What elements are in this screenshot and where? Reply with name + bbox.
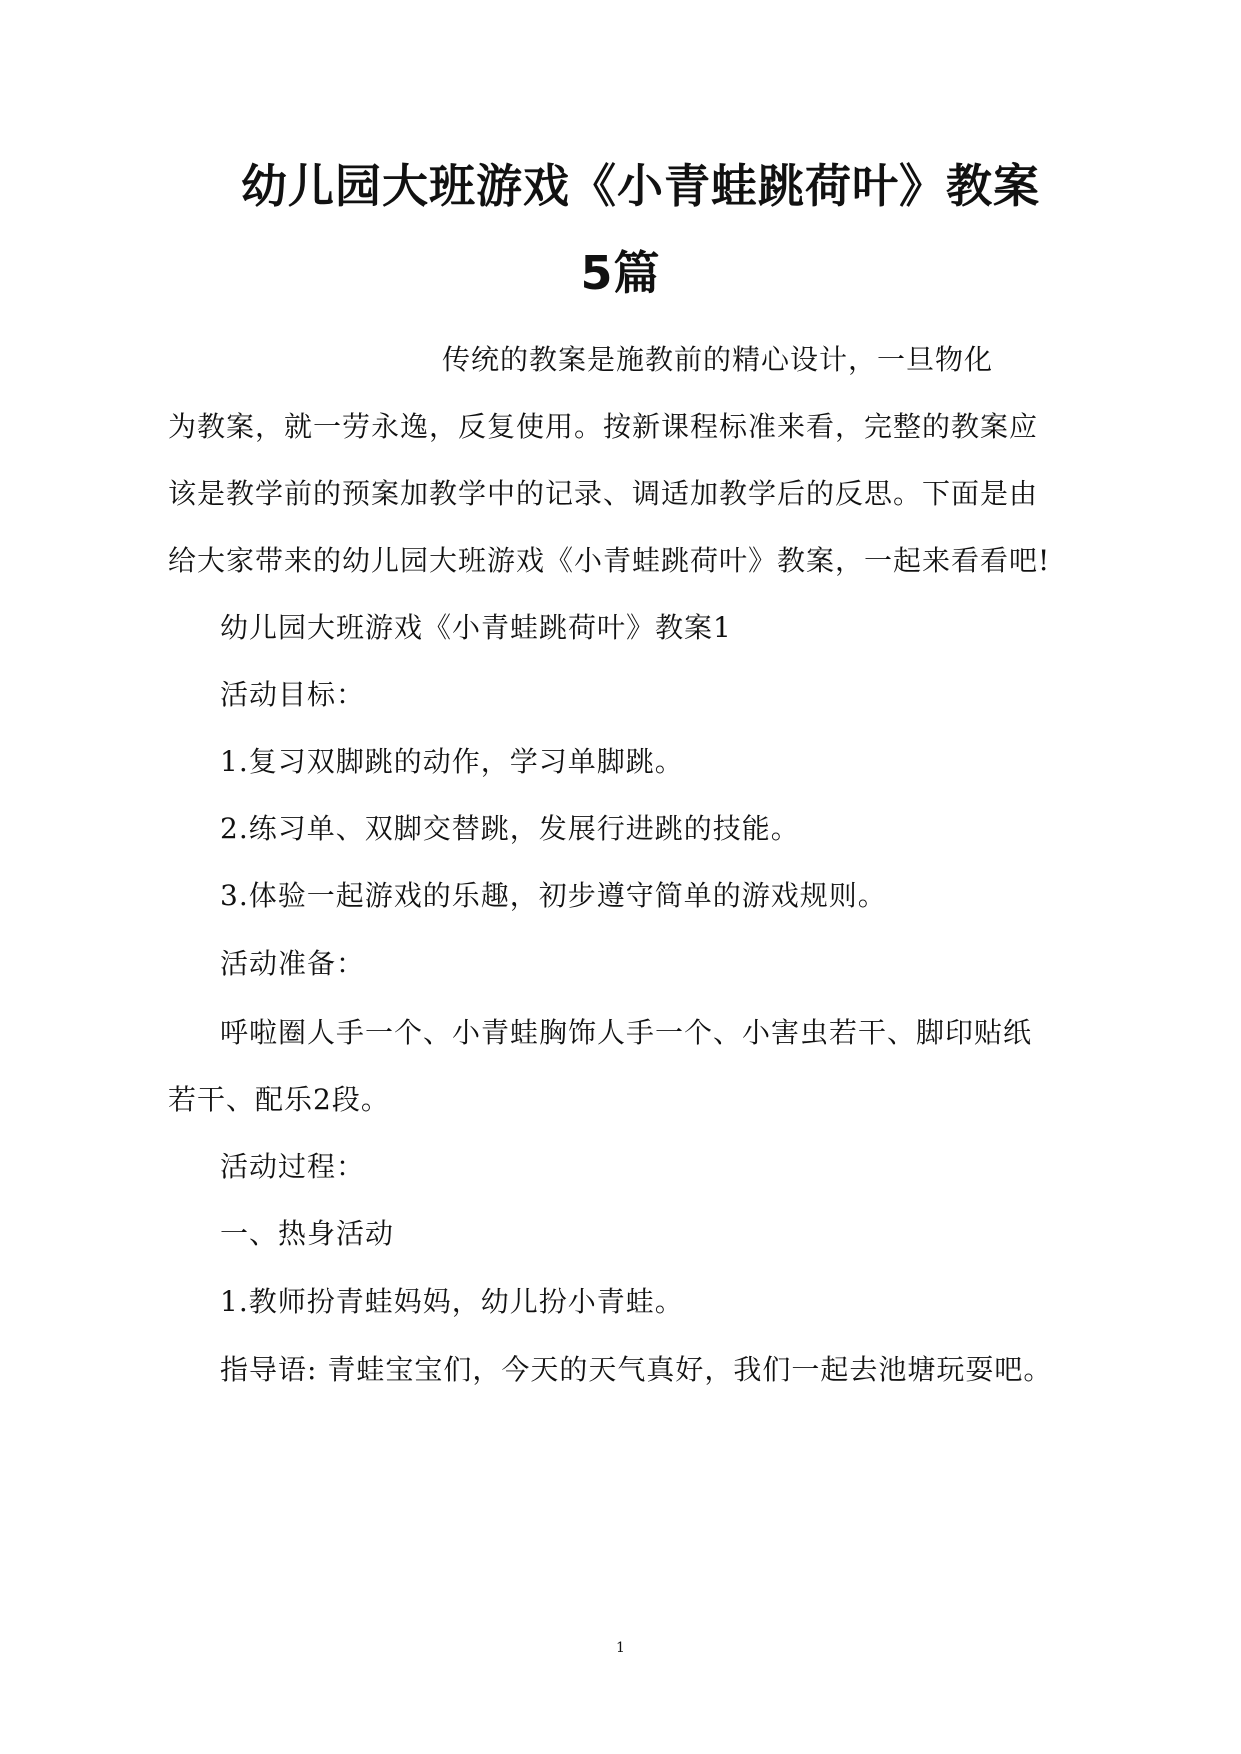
document-title-line2: 5篇	[580, 246, 661, 300]
page-number: 1	[616, 1640, 625, 1656]
subheading: 一、热身活动	[220, 1217, 395, 1250]
intro-line: 传统的教案是施教前的精心设计，一旦物化	[442, 343, 994, 376]
intro-line: 该是教学前的预案加教学中的记录、调适加教学后的反思。下面是由	[168, 477, 1039, 510]
section-heading: 幼儿园大班游戏《小青蛙跳荷叶》教案1	[220, 611, 732, 644]
list-item: 2.练习单、双脚交替跳，发展行进跳的技能。	[220, 812, 800, 845]
list-item: 1.教师扮青蛙妈妈，幼儿扮小青蛙。	[220, 1285, 684, 1318]
list-item: 3.体验一起游戏的乐趣，初步遵守简单的游戏规则。	[220, 879, 887, 912]
list-item: 1.复习双脚跳的动作，学习单脚跳。	[220, 745, 684, 778]
intro-line: 给大家带来的幼儿园大班游戏《小青蛙跳荷叶》教案，一起来看看吧!	[168, 544, 1051, 577]
paragraph-line: 指导语: 青蛙宝宝们，今天的天气真好，我们一起去池塘玩耍吧。	[220, 1353, 1053, 1386]
subheading: 活动过程：	[220, 1150, 366, 1183]
document-title-line1: 幼儿园大班游戏《小青蛙跳荷叶》教案	[241, 159, 1040, 213]
paragraph-line: 若干、配乐2段。	[168, 1083, 390, 1116]
subheading: 活动目标：	[220, 678, 366, 711]
intro-line: 为教案，就一劳永逸，反复使用。按新课程标准来看，完整的教案应	[168, 410, 1039, 443]
paragraph-line: 呼啦圈人手一个、小青蛙胸饰人手一个、小害虫若干、脚印贴纸	[220, 1016, 1033, 1049]
subheading: 活动准备：	[220, 947, 366, 980]
